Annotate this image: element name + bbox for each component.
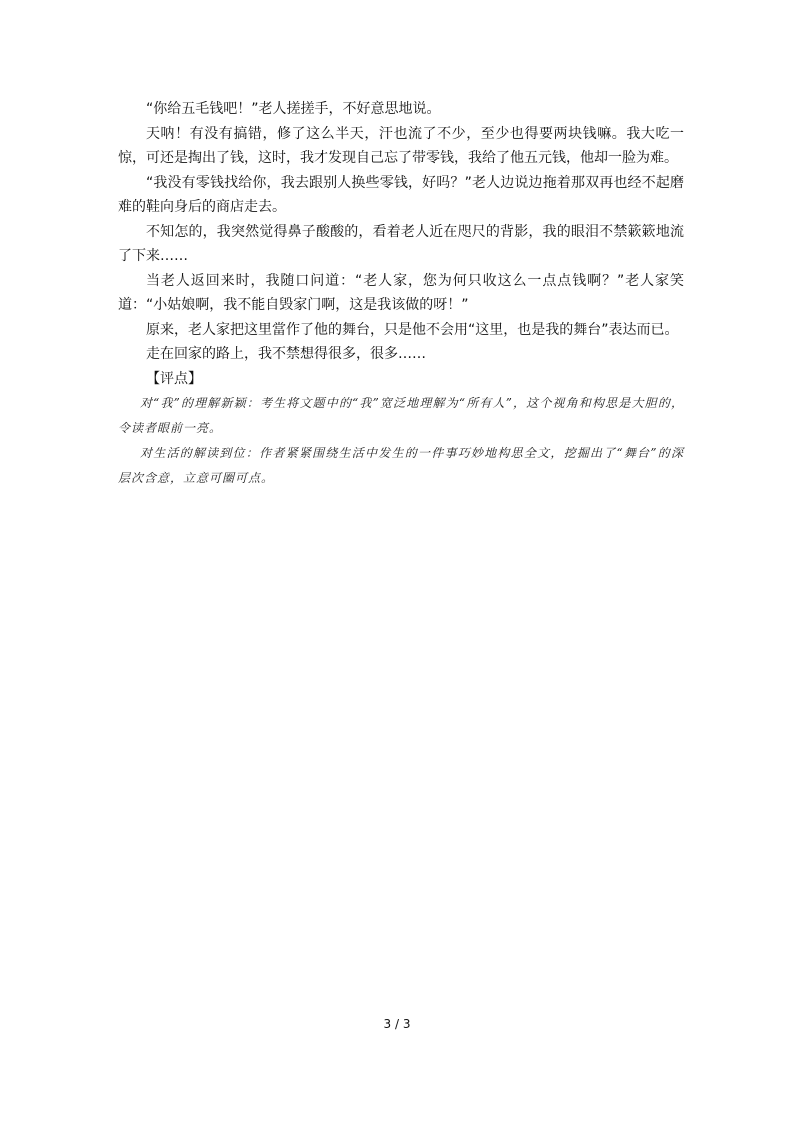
page-number: 3 / 3: [383, 1017, 411, 1031]
comment-heading: 【评点】: [146, 370, 202, 387]
paragraph-2: 天呐！有没有搞错，修了这么半天，汗也流了不少，至少也得要两块钱嘛。我大吃一惊，可还是掏出了钱，这时，我才发现自己忘了带零钱，我给了他五元钱，他却一脸为难。: [118, 125, 684, 166]
paragraph-1: “你给五毛钱吧！”老人搓搓手，不好意思地说。: [146, 101, 441, 117]
paragraph-5: 当老人返回来时，我随口问道：“老人家，您为何只收这么一点点钱啊？”老人家笑道：“小姑娘啊，我不能自毁家门啊，这是我该做的呀！”: [118, 272, 684, 313]
paragraph-7: 走在回家的路上，我不禁想得很多，很多……: [146, 346, 426, 362]
paragraph-4: 不知怎的，我突然觉得鼻子酸酸的，看着老人近在咫尺的背影，我的眼泪不禁簌簌地流了下来……: [118, 223, 684, 264]
comment-1: 对“我”的理解新颖：考生将文题中的“我”宽泛地理解为“所有人”，这个视角和构思是大胆的，令读者眼前一亮。: [118, 396, 684, 435]
document-body: [118, 97, 684, 491]
paragraph-6: 原来，老人家把这里當作了他的舞台，只是他不会用“这里，也是我的舞台”表达而已。: [146, 321, 679, 338]
comment-2: 对生活的解读到位：作者紧紧围绕生活中发生的一件事巧妙地构思全文，挖掘出了“舞台”的深层次含意，立意可圈可点。: [118, 446, 684, 485]
paragraph-3: “我没有零钱找给你，我去跟别人换些零钱，好吗？”老人边说边拖着那双再也经不起磨难的鞋向身后的商店走去。: [118, 174, 684, 215]
